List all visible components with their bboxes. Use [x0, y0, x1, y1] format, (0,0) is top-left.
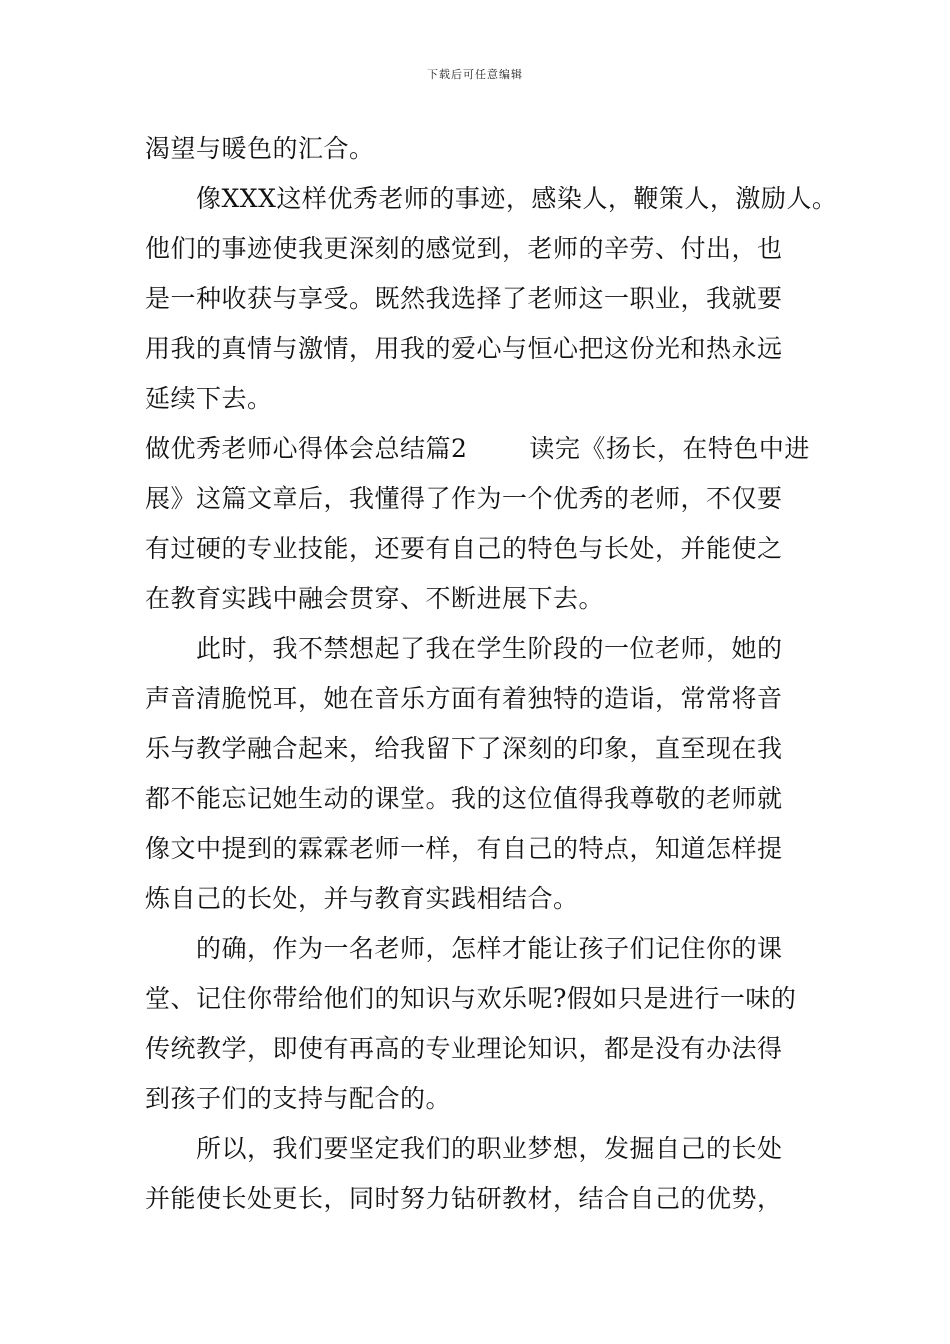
section-heading-line	[145, 434, 810, 464]
paragraph-start-line: 此时，我不禁想起了我在学生阶段的一位老师，她的	[196, 634, 783, 663]
text-line: 延续下去。	[145, 384, 273, 413]
text-line: 有过硬的专业技能，还要有自己的特色与长处，并能使之	[145, 534, 783, 563]
text-line: 都不能忘记她生动的课堂。我的这位值得我尊敬的老师就	[145, 784, 783, 813]
text-line: 他们的事迹使我更深刻的感觉到，老师的辛劳、付出，也	[145, 234, 783, 263]
paragraph-start-line: 所以，我们要坚定我们的职业梦想，发掘自己的长处	[196, 1134, 783, 1163]
text-line: 展》这篇文章后，我懂得了作为一个优秀的老师，不仅要	[145, 484, 783, 513]
page-header: 下载后可任意编辑	[427, 68, 523, 81]
text-line: 渴望与暖色的汇合。	[145, 134, 375, 163]
text-line: 是一种收获与享受。既然我选择了老师这一职业，我就要	[145, 284, 783, 313]
section-heading: 做优秀老师心得体会总结篇2	[145, 434, 468, 463]
text-line: 到孩子们的支持与配合的。	[145, 1084, 452, 1113]
text-line: 声音清脆悦耳，她在音乐方面有着独特的造诣，常常将音	[145, 684, 783, 713]
text-line: 乐与教学融合起来，给我留下了深刻的印象，直至现在我	[145, 734, 783, 763]
section-first-text: 读完《扬长，在特色中进	[529, 434, 810, 463]
text-line: 像文中提到的霖霖老师一样，有自己的特点，知道怎样提	[145, 834, 783, 863]
paragraph-start-line: 像XXX这样优秀老师的事迹，感染人，鞭策人，激励人。	[196, 184, 838, 213]
text-line: 用我的真情与激情，用我的爱心与恒心把这份光和热永远	[145, 334, 783, 363]
text-line: 堂、记住你带给他们的知识与欢乐呢?假如只是进行一味的	[145, 984, 797, 1013]
text-line: 炼自己的长处，并与教育实践相结合。	[145, 884, 579, 913]
text-line: 在教育实践中融会贯穿、不断进展下去。	[145, 584, 605, 613]
text-line: 传统教学，即使有再高的专业理论知识，都是没有办法得	[145, 1034, 783, 1063]
text-line: 并能使长处更长，同时努力钻研教材，结合自己的优势，	[145, 1184, 783, 1213]
paragraph-start-line: 的确，作为一名老师，怎样才能让孩子们记住你的课	[196, 934, 783, 963]
